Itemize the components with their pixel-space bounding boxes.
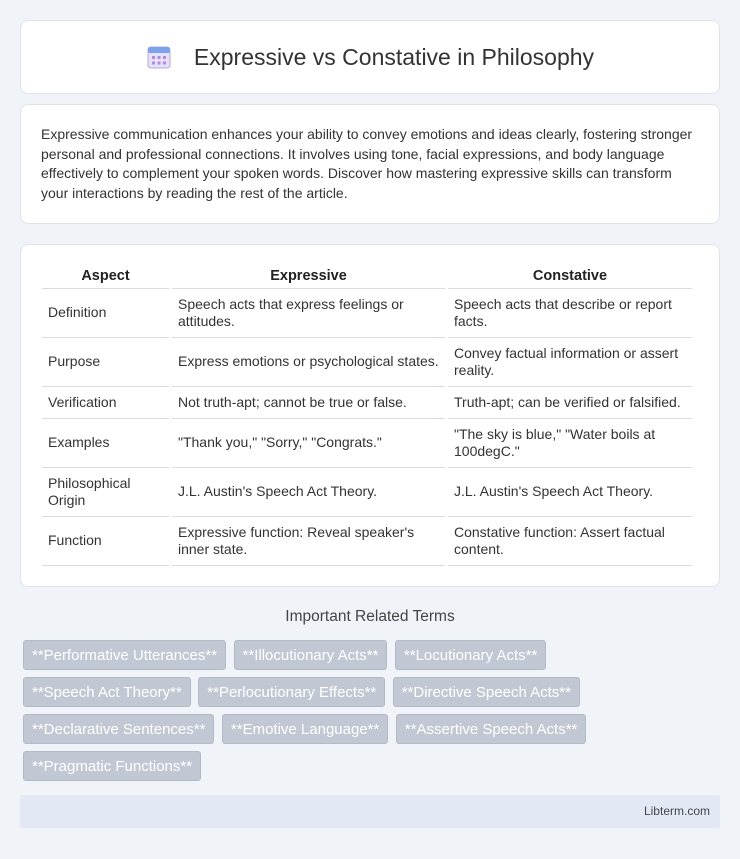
table-cell: Convey factual information or assert reality. [448, 338, 692, 387]
table-cell: Speech acts that express feelings or attitudes. [172, 289, 445, 338]
table-cell: Truth-apt; can be verified or falsified. [448, 387, 692, 419]
table-row [42, 387, 692, 419]
table-cell: "Thank you," "Sorry," "Congrats." [172, 419, 445, 468]
column-header-aspect: Aspect [42, 267, 169, 289]
related-term-tag[interactable]: **Directive Speech Acts** [393, 677, 580, 707]
related-term-tag[interactable]: **Assertive Speech Acts** [396, 714, 587, 744]
related-term-tag[interactable]: **Illocutionary Acts** [234, 640, 388, 670]
related-terms-title: Important Related Terms [285, 608, 455, 625]
table-cell: Definition [42, 289, 169, 338]
table-cell: J.L. Austin's Speech Act Theory. [172, 468, 445, 517]
intro-card [20, 104, 720, 224]
related-terms-list [23, 640, 723, 788]
page-title: Expressive vs Constative in Philosophy [193, 43, 595, 70]
table-cell: "The sky is blue," "Water boils at 100degC." [448, 419, 692, 468]
column-header-constative: Constative [448, 267, 692, 289]
table-cell: Function [42, 517, 169, 566]
calendar-icon [146, 44, 172, 70]
table-cell: Philosophical Origin [42, 468, 169, 517]
table-row [42, 468, 692, 517]
table-row [42, 517, 692, 566]
table-row [42, 338, 692, 387]
related-term-tag[interactable]: **Declarative Sentences** [23, 714, 214, 744]
header-card [20, 20, 720, 94]
table-cell: Expressive function: Reveal speaker's inner state. [172, 517, 445, 566]
comparison-table [39, 267, 695, 566]
table-cell: J.L. Austin's Speech Act Theory. [448, 468, 692, 517]
footer-site-link[interactable]: Libterm.com [643, 804, 710, 818]
table-header-row [42, 267, 692, 289]
table-cell: Not truth-apt; cannot be true or false. [172, 387, 445, 419]
table-cell: Verification [42, 387, 169, 419]
column-header-expressive: Expressive [172, 267, 445, 289]
related-term-tag[interactable]: **Speech Act Theory** [23, 677, 191, 707]
related-term-tag[interactable]: **Perlocutionary Effects** [198, 677, 385, 707]
comparison-card [20, 244, 720, 587]
table-cell: Examples [42, 419, 169, 468]
footer [20, 795, 720, 828]
table-cell: Speech acts that describe or report facts. [448, 289, 692, 338]
table-row [42, 289, 692, 338]
related-term-tag[interactable]: **Emotive Language** [222, 714, 388, 744]
related-term-tag[interactable]: **Performative Utterances** [23, 640, 226, 670]
intro-text: Expressive communication enhances your ability to convey emotions and ideas clearly, fostering stronger personal and professional connections. It involves using tone, facial expressions, and body language effectively to complement your spoken words. Discover how mastering expressive skills can transform your interactions by reading the rest of the article. [41, 126, 693, 201]
related-term-tag[interactable]: **Pragmatic Functions** [23, 751, 201, 781]
related-term-tag[interactable]: **Locutionary Acts** [395, 640, 546, 670]
table-cell: Constative function: Assert factual content. [448, 517, 692, 566]
table-cell: Express emotions or psychological states. [172, 338, 445, 387]
table-row [42, 419, 692, 468]
table-cell: Purpose [42, 338, 169, 387]
